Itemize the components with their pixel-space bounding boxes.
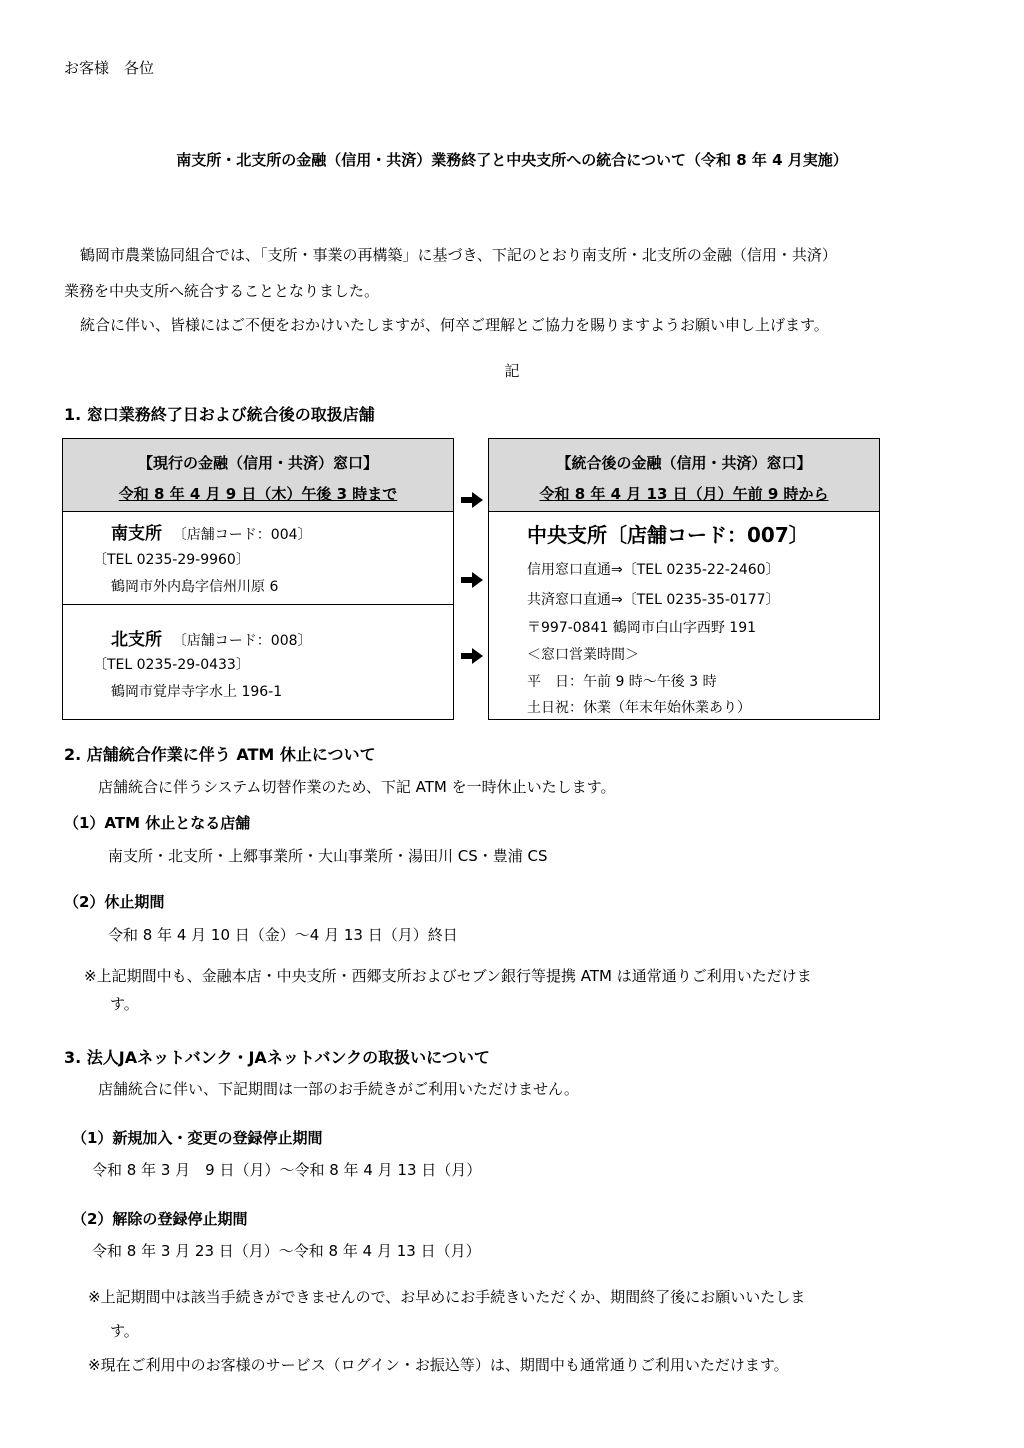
chuo-kyosai-tel: 共済窓口直通⇒〔TEL 0235-35-0177〕 <box>527 592 780 608</box>
section3-note1-line1: ※上記期間中は該当手続きができませんので、お早めにお手続きいただくか、期間終了後にお願いいたしま <box>88 1288 806 1306</box>
intro-line-3: 統合に伴い、皆様にはご不便をおかけいたしますが、何卒ご理解とご協力を賜りますようお願い申し上げます。 <box>80 316 829 334</box>
section3-desc: 店舗統合に伴い、下記期間は一部のお手続きがご利用いただけません。 <box>98 1080 579 1098</box>
kita-name: 北支所 <box>111 630 162 650</box>
section1-heading: 1. 窓口業務終了日および統合後の取扱店舗 <box>64 405 375 424</box>
section2-note-line2: す。 <box>110 995 139 1013</box>
merged-window-header <box>489 439 879 511</box>
merged-window-table <box>488 438 880 720</box>
salutation: お客様 各位 <box>64 59 155 77</box>
chuo-name: 中央支所〔店舗コード：007〕 <box>527 523 809 547</box>
current-window-header <box>63 439 453 511</box>
section2-heading: 2. 店舗統合作業に伴う ATM 休止について <box>64 745 376 764</box>
intro-line-2: 業務を中央支所へ統合することとなりました。 <box>64 282 380 300</box>
section2-sub2-title: （2）休止期間 <box>64 893 165 911</box>
page-title: 南支所・北支所の金融（信用・共済）業務終了と中央支所への統合について（令和 8 年 4 月実施） <box>176 151 848 169</box>
minami-address: 鶴岡市外内島字信州川原 6 <box>111 579 279 595</box>
section2-sub1-title: （1）ATM 休止となる店舗 <box>64 814 251 832</box>
kita-tel: 〔TEL 0235-29-0433〕 <box>93 657 250 673</box>
chuo-hours-weekday: 平 日：午前 9 時～午後 3 時 <box>527 674 717 690</box>
minami-name: 南支所 <box>111 524 162 544</box>
kita-address: 鶴岡市覚岸寺字水上 196-1 <box>111 684 283 700</box>
intro-line-1: 鶴岡市農業協同組合では、「支所・事業の再構築」に基づき、下記のとおり南支所・北支所の金融（信用・共済） <box>80 246 837 264</box>
chuo-hours-title: ＜窓口営業時間＞ <box>527 647 639 663</box>
current-window-date: 令和 8 年 4 月 9 日（木）午後 3 時まで <box>118 485 398 503</box>
section2-sub2-body: 令和 8 年 4 月 10 日（金）～4 月 13 日（月）終日 <box>108 926 458 944</box>
kita-branch <box>111 625 312 650</box>
section3-heading: 3. 法人JAネットバンク・JAネットバンクの取扱いについて <box>64 1048 490 1067</box>
kita-code: 〔店舗コード：008〕 <box>172 633 312 649</box>
section3-sub1-body: 令和 8 年 3 月 9 日（月）～令和 8 年 4 月 13 日（月） <box>92 1161 482 1179</box>
merged-window-date: 令和 8 年 4 月 13 日（月）午前 9 時から <box>539 485 829 503</box>
section3-note2: ※現在ご利用中のお客様のサービス（ログイン・お振込等）は、期間中も通常通りご利用いただけます。 <box>88 1356 789 1374</box>
right-arrow-icon <box>461 572 483 588</box>
ki-marker: 記 <box>504 362 520 380</box>
current-window-table <box>62 438 454 720</box>
section2-sub1-body: 南支所・北支所・上郷事業所・大山事業所・湯田川 CS・豊浦 CS <box>108 847 548 865</box>
minami-code: 〔店舗コード：004〕 <box>172 527 312 543</box>
section3-sub1-title: （1）新規加入・変更の登録停止期間 <box>72 1129 323 1147</box>
right-arrow-icon <box>461 492 483 508</box>
section2-desc: 店舗統合に伴うシステム切替作業のため、下記 ATM を一時休止いたします。 <box>98 778 616 796</box>
minami-tel: 〔TEL 0235-29-9960〕 <box>93 552 250 568</box>
current-window-title: 【現行の金融（信用・共済）窓口】 <box>137 454 378 472</box>
merged-window-title: 【統合後の金融（信用・共済）窓口】 <box>556 454 812 472</box>
chuo-shinyo-tel: 信用窓口直通⇒〔TEL 0235-22-2460〕 <box>527 562 780 578</box>
minami-branch <box>111 519 312 544</box>
section2-note-line1: ※上記期間中も、金融本店・中央支所・西郷支所およびセブン銀行等提携 ATM は通常通りご利用いただけま <box>84 967 812 985</box>
chuo-address: 〒997-0841 鶴岡市白山字西野 191 <box>527 620 757 636</box>
section3-note1-line2: す。 <box>110 1322 139 1340</box>
section3-sub2-title: （2）解除の登録停止期間 <box>72 1210 248 1228</box>
section3-sub2-body: 令和 8 年 3 月 23 日（月）～令和 8 年 4 月 13 日（月） <box>92 1242 481 1260</box>
chuo-hours-weekend: 土日祝：休業（年末年始休業あり） <box>527 700 751 716</box>
right-arrow-icon <box>461 648 483 664</box>
